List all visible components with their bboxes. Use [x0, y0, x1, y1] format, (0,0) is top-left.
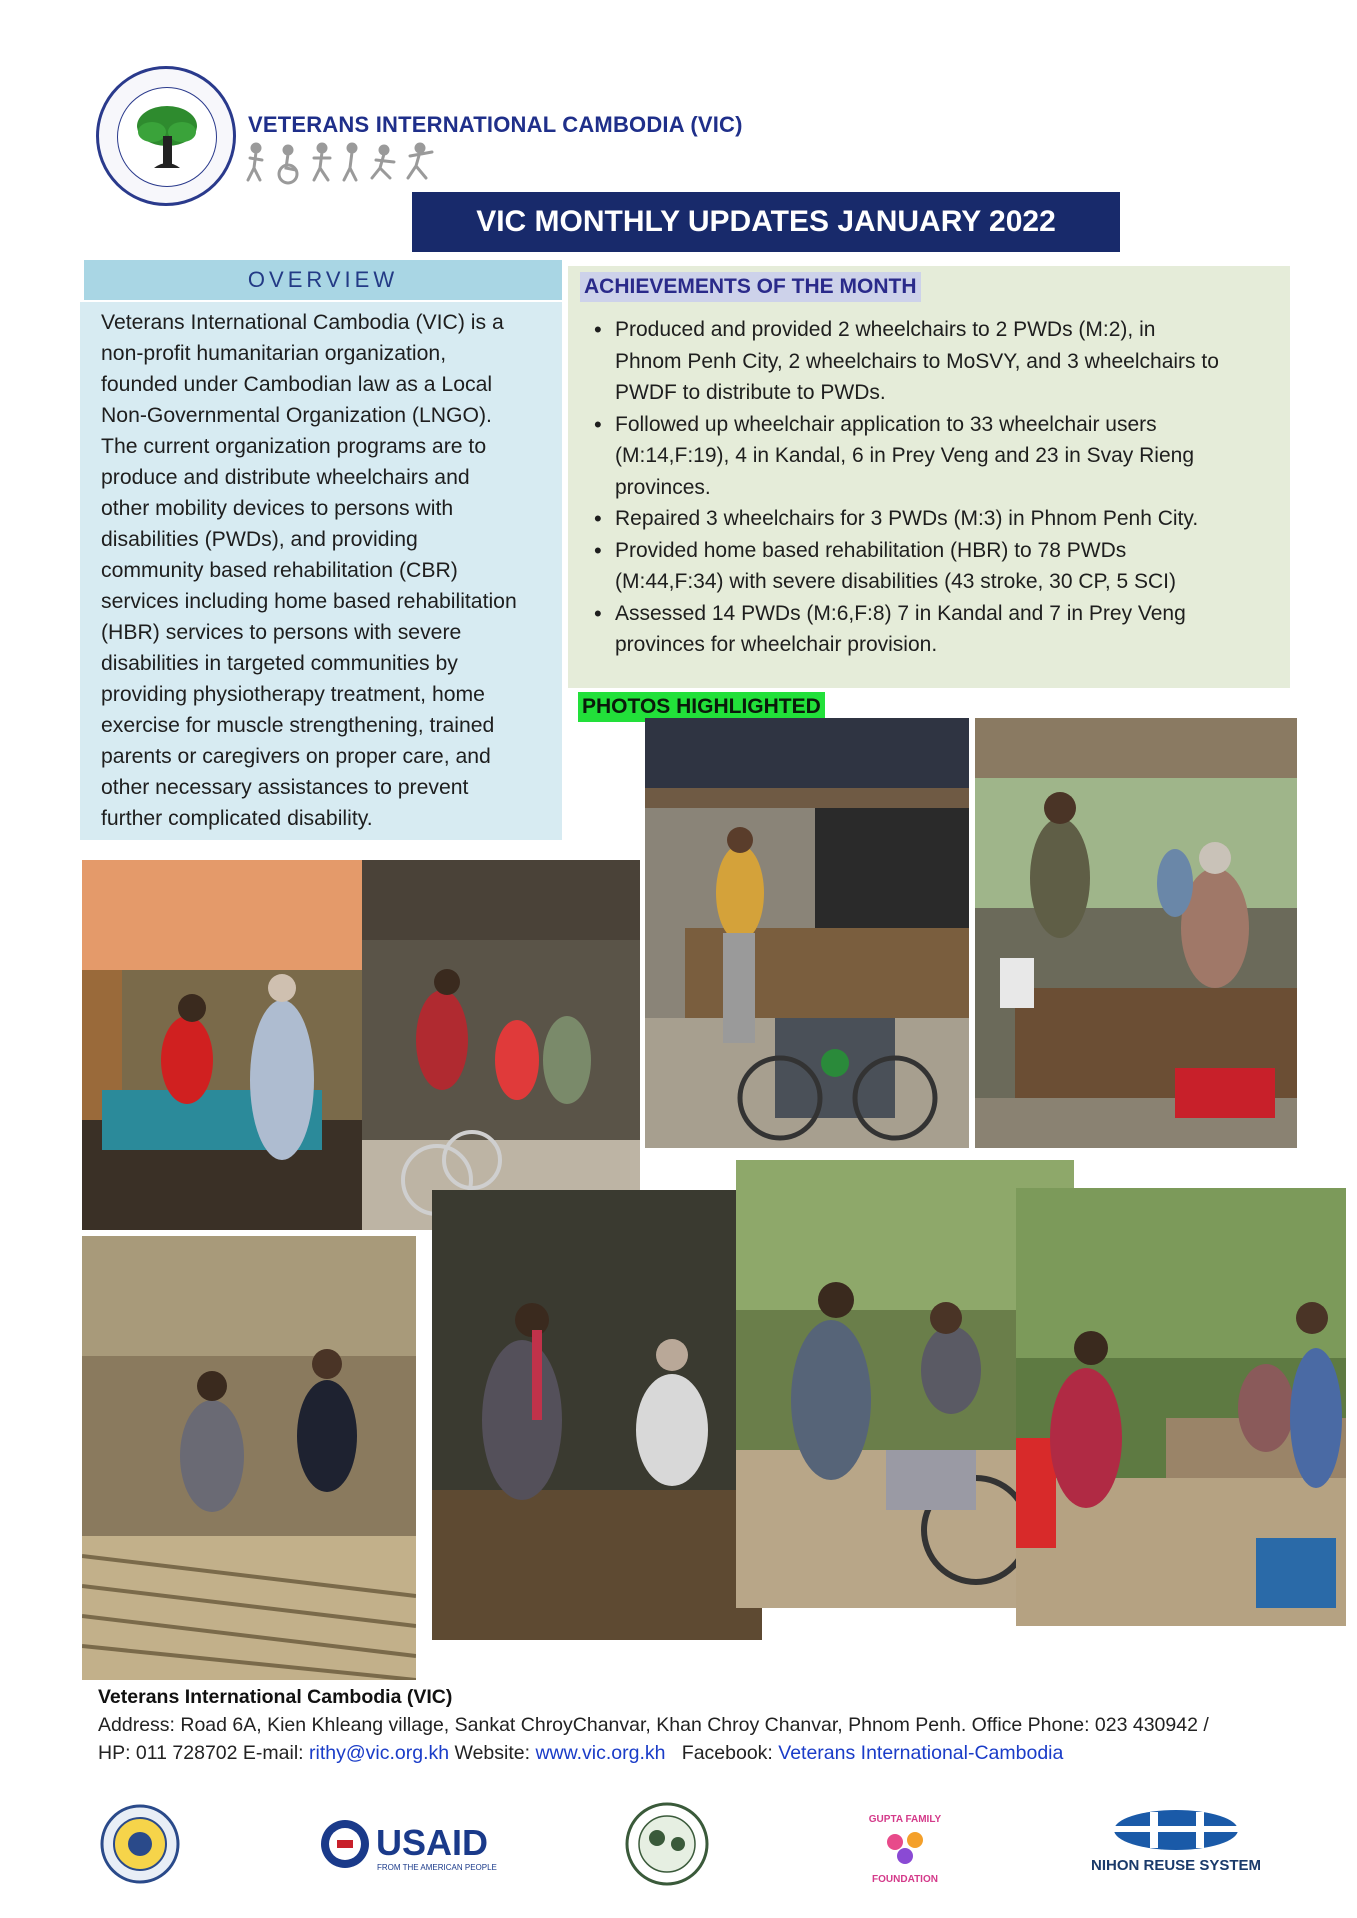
facebook-link[interactable]: Veterans International-Cambodia: [778, 1742, 1064, 1764]
website-label: Website:: [454, 1742, 531, 1764]
org-name: VETERANS INTERNATIONAL CAMBODIA (VIC): [248, 112, 743, 137]
achievements-heading: ACHIEVEMENTS OF THE MONTH: [580, 272, 921, 302]
list-item: • Followed up wheelchair application to 33 wheelchair users (M:14,F:19), 4 in Kandal, 6 in Prey Veng and 23 in Svay Rieng provinces.: [594, 409, 1284, 504]
overview-line: The current organization programs are to: [101, 435, 487, 458]
ministry-seal-icon: [102, 1806, 178, 1882]
overview-line: further complicated disability.: [101, 807, 373, 830]
tree-icon: [118, 88, 216, 186]
overview-line: parents or caregivers on proper care, and: [101, 745, 491, 768]
overview-line: Non-Governmental Organization (LNGO).: [101, 404, 492, 427]
overview-heading: OVERVIEW: [84, 260, 562, 300]
overview-line: non-profit humanitarian organization,: [101, 342, 447, 365]
footer-address: Address: Road 6A, Kien Khleang village, Sankat ChroyChanvar, Khan Chroy Chanvar, Phnom Penh. Office Phone: 023 430942 /: [98, 1714, 1209, 1736]
website-link[interactable]: www.vic.org.kh: [535, 1742, 666, 1764]
photo-wheelchair-handover: [645, 718, 969, 1148]
overview-line: providing physiotherapy treatment, home: [101, 683, 485, 706]
overview-line: community based rehabilitation (CBR): [101, 559, 458, 582]
photo-elderly-woman-exercise: [975, 718, 1297, 1148]
photo-elderly-man-visit: [432, 1190, 762, 1640]
overview-line: disabilities in targeted communities by: [101, 652, 458, 675]
gupta-bottom-text: FOUNDATION: [872, 1874, 938, 1885]
photos-heading: PHOTOS HIGHLIGHTED: [578, 692, 825, 722]
overview-line: Veterans International Cambodia (VIC) is a: [101, 311, 504, 334]
people-figures-icon: [244, 140, 444, 186]
gupta-family-foundation-logo: [869, 1814, 942, 1885]
email-link[interactable]: rithy@vic.org.kh: [309, 1742, 450, 1764]
footer-org-name: Veterans International Cambodia (VIC): [98, 1686, 453, 1708]
overview-line: founded under Cambodian law as a Local: [101, 373, 493, 396]
photo-bamboo-house-visit: [82, 1236, 416, 1680]
overview-line: services including home based rehabilitation: [101, 590, 517, 613]
usaid-text: USAID: [376, 1822, 489, 1863]
photo-outdoor-assessment: [1016, 1188, 1346, 1626]
overview-text: [101, 307, 558, 834]
page-title: VIC MONTHLY UPDATES JANUARY 2022: [412, 192, 1120, 252]
footer-hp: HP: 011 728702 E-mail:: [98, 1742, 304, 1764]
overview-line: (HBR) services to persons with severe: [101, 621, 462, 644]
usaid-subtext: FROM THE AMERICAN PEOPLE: [377, 1863, 497, 1872]
facebook-label: Facebook:: [681, 1742, 773, 1764]
partner-logos: [0, 1800, 1357, 1890]
charity-seal-icon: [627, 1804, 707, 1884]
achievements-list: [594, 314, 1284, 661]
overview-line: disabilities (PWDs), and providing: [101, 528, 418, 551]
overview-line: other mobility devices to persons with: [101, 497, 454, 520]
overview-panel: [80, 302, 562, 840]
list-item: • Assessed 14 PWDs (M:6,F:8) 7 in Kandal and 7 in Prey Veng provinces for wheelchair provision.: [594, 598, 1284, 661]
photo-home-rehab-2: [362, 860, 640, 1230]
nihon-text: NIHON REUSE SYSTEM: [1090, 1857, 1262, 1874]
overview-line: exercise for muscle strengthening, trained: [101, 714, 495, 737]
footer-contacts: [98, 1742, 1063, 1765]
usaid-logo: [321, 1820, 497, 1872]
nihon-reuse-logo: [1091, 1810, 1261, 1874]
overview-line: produce and distribute wheelchairs and: [101, 466, 470, 489]
vic-logo: [96, 66, 236, 206]
gupta-top-text: GUPTA FAMILY: [868, 1814, 942, 1825]
photo-home-rehab-1: [82, 860, 362, 1230]
list-item: • Produced and provided 2 wheelchairs to 2 PWDs (M:2), in Phnom Penh City, 2 wheelchairs to MoSVY, and 3 wheelchairs to PWDF to distribute to PWDs.: [594, 314, 1284, 409]
overview-line: other necessary assistances to prevent: [101, 776, 469, 799]
list-item: • Provided home based rehabilitation (HBR) to 78 PWDs (M:44,F:34) with severe disabilities (43 stroke, 30 CP, 5 SCI): [594, 535, 1284, 598]
list-item: • Repaired 3 wheelchairs for 3 PWDs (M:3) in Phnom Penh City.: [594, 503, 1284, 535]
